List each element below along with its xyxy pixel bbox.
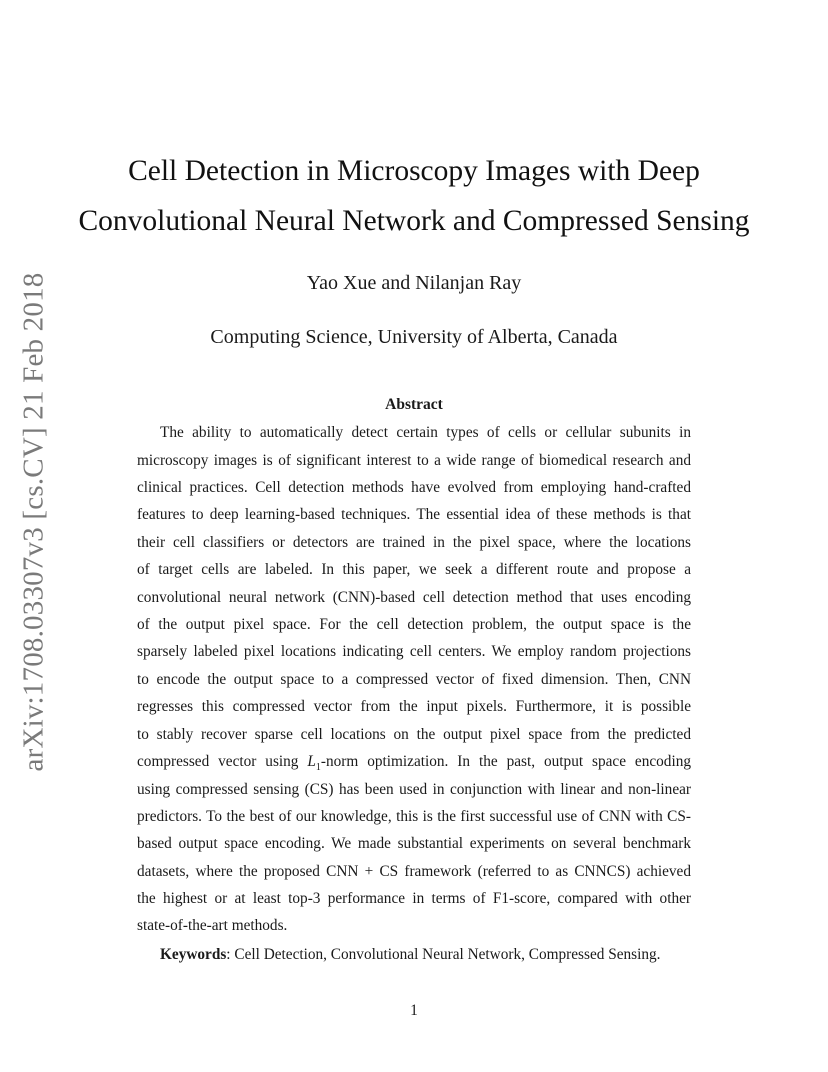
abstract-line: sparsely labeled pixel locations indicating cell centers. We employ random projections — [137, 643, 691, 660]
abstract-heading: Abstract — [385, 396, 443, 413]
abstract-line: datasets, where the proposed CNN + CS framework (referred to as CNNCS) achieved — [137, 863, 691, 880]
page-number: 1 — [410, 1002, 418, 1019]
abstract-line: the highest or at least top-3 performance in terms of F1-score, compared with other — [137, 890, 691, 907]
abstract-line: features to deep learning-based techniques. The essential idea of these methods is that — [137, 506, 691, 523]
keywords — [160, 944, 661, 966]
abstract-line: microscopy images is of significant interest to a wide range of biomedical research and — [137, 452, 691, 469]
abstract-line: their cell classifiers or detectors are trained in the pixel space, where the locations — [137, 534, 691, 551]
abstract-line: The ability to automatically detect certain types of cells or cellular subunits in — [160, 424, 691, 441]
math-base: L — [307, 753, 316, 770]
abstract-line: to encode the output space to a compressed vector of fixed dimension. Then, CNN — [137, 671, 691, 688]
abstract-line: of target cells are labeled. In this paper, we seek a different route and propose a — [137, 561, 691, 578]
l1-norm-symbol — [307, 753, 321, 774]
abstract-line: convolutional neural network (CNN)-based cell detection method that uses encoding — [137, 589, 691, 606]
keywords-label: Keywords — [160, 946, 227, 963]
abstract-line: to stably recover sparse cell locations on the output pixel space from the predicted — [137, 726, 691, 743]
abstract-line-with-math — [137, 751, 691, 773]
abstract-line: regresses this compressed vector from the input pixels. Furthermore, it is possible — [137, 698, 691, 715]
paper-authors: Yao Xue and Nilanjan Ray — [306, 272, 522, 294]
abstract-line: using compressed sensing (CS) has been used in conjunction with linear and non-linear — [137, 781, 691, 798]
arxiv-identifier-stamp: arXiv:1708.03307v3 [cs.CV] 21 Feb 2018 — [17, 272, 50, 772]
keywords-text: : Cell Detection, Convolutional Neural Network, Compressed Sensing. — [226, 946, 661, 963]
abstract-line: predictors. To the best of our knowledge, this is the first successful use of CNN with CS- — [137, 808, 691, 825]
abstract-line-part: compressed vector using — [137, 753, 308, 770]
abstract-line: clinical practices. Cell detection methods have evolved from employing hand-crafted — [137, 479, 691, 496]
abstract-line: state-of-the-art methods. — [137, 917, 288, 934]
abstract-line: based output space encoding. We made substantial experiments on several benchmark — [137, 835, 691, 852]
abstract-line: of the output pixel space. For the cell detection problem, the output space is the — [137, 616, 691, 633]
paper-title-line-1: Cell Detection in Microscopy Images with Deep — [128, 155, 700, 187]
math-subscript: 1 — [315, 762, 321, 774]
abstract-line-part: -norm optimization. In the past, output space encoding — [320, 753, 691, 770]
paper-affiliation: Computing Science, University of Alberta, Canada — [210, 326, 618, 348]
paper-title-line-2: Convolutional Neural Network and Compressed Sensing — [78, 205, 750, 237]
